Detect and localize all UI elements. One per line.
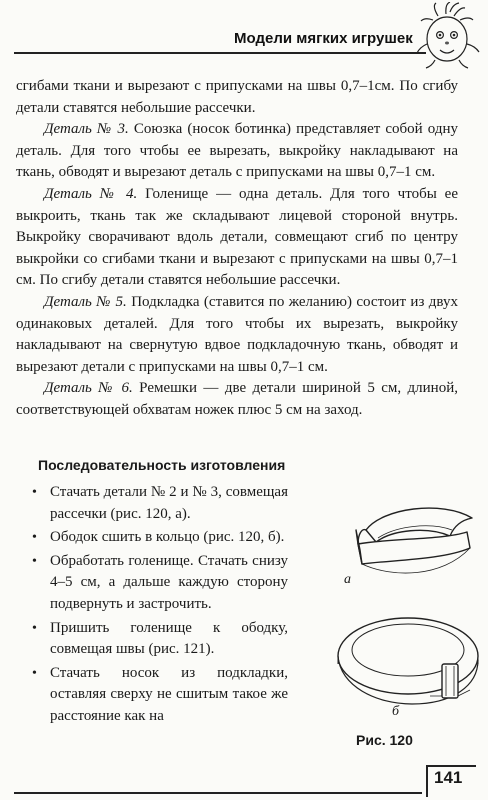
detail-label: Деталь № 3. [44, 121, 129, 138]
figure-label-a: а [344, 572, 351, 587]
page-number: 141 [434, 768, 463, 787]
detail-label: Деталь № 4. [44, 185, 138, 202]
figure-caption: Рис. 120 [356, 732, 413, 748]
paragraph-detail-4: Деталь № 4. Голенище — одна деталь. Для того чтобы ее выкроить, ткань так же складывают лицевой стороной внутрь. Выкройку сворачивают вдоль детали, совмещают сгиб по центру выкройки со сгибами ткани и вырезают с припусками на швы 0,7–1 см. По сгибу детали ставятся небольшие рассечки. [16, 185, 458, 289]
figure-120 [292, 490, 488, 730]
list-item: • Пришить голенище к ободку, совмещая швы (рис. 121). [32, 619, 288, 658]
bullet-icon: • [32, 665, 37, 681]
paragraph-detail-6: Деталь № 6. Ремешки — две детали шириной 5 см, длиной, соответствующей обхватам ножек плюс 5 см на заход. [16, 380, 458, 418]
page-header [0, 0, 488, 62]
paragraph-detail-5: Деталь № 5. Подкладка (ставится по желанию) состоит из двух одинаковых деталей. Для того чтобы их вырезать, выкройку накладывают на свернутую вдвое подкладочную ткань, обводят и вырезают детали с припусками на швы 0,7–1 см. [16, 293, 458, 375]
header-rule [14, 52, 426, 54]
body-text [16, 76, 458, 422]
mascot-doll-icon [404, 2, 488, 72]
shoe-parts-illustration [292, 490, 488, 730]
list-item: • Стачать носок из подкладки, оставляя сверху не сшитым такое же расстояние как на [32, 664, 288, 724]
bullet-icon: • [32, 553, 37, 569]
running-header-title: Модели мягких игрушек [234, 30, 413, 47]
list-item: • Обработать голенище. Стачать снизу 4–5 см, а дальше каждую сторону подвернуть и застрочить. [32, 552, 288, 612]
bullet-icon: • [32, 530, 37, 546]
paragraph-continuation: сгибами ткани и вырезают с припусками на швы 0,7–1см. По сгибу детали ставятся небольшие рассечки. [16, 78, 458, 116]
bullet-icon: • [32, 485, 37, 500]
detail-label: Деталь № 5. [44, 293, 127, 310]
steps-list [30, 482, 288, 730]
footer-rule [14, 792, 422, 794]
list-item: • Ободок сшить в кольцо (рис. 120, б). [30, 527, 288, 549]
list-item: • Стачать детали № 2 и № 3, совмещая рассечки (рис. 120, а). [32, 484, 288, 522]
bullet-icon: • [32, 620, 37, 636]
figure-label-b: б [392, 704, 400, 719]
section-heading: Последовательность изготовления [38, 457, 286, 473]
detail-label: Деталь № 6. [44, 380, 133, 397]
paragraph-detail-3: Деталь № 3. Союзка (носок ботинка) представляет собой одну деталь. Для того чтобы ее вырезать, выкройку накладывают на ткань, обводят и вырезают деталь с припусками на швы 0,7–1 см. [16, 121, 459, 181]
